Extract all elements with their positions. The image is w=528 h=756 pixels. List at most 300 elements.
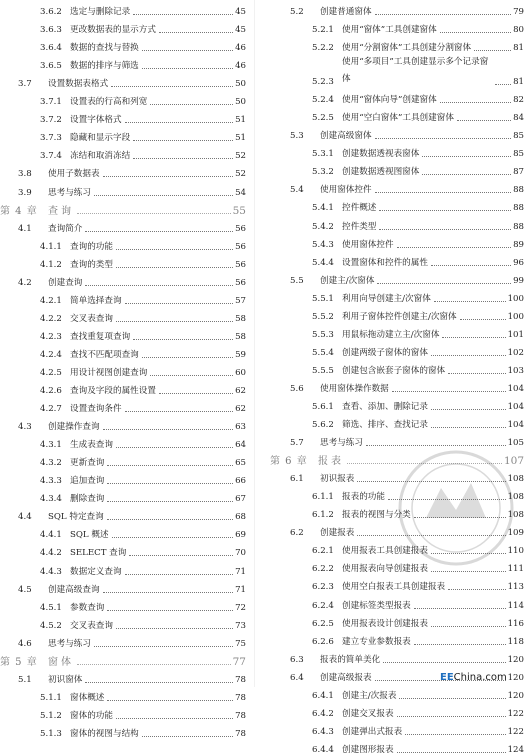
toc-number: 3.6.3 <box>40 25 62 36</box>
toc-title: 使用窗体操作数据 <box>320 383 389 394</box>
toc-number: 4.5 <box>18 584 32 595</box>
toc-leader-dots <box>431 426 506 428</box>
toc-title: 使用报表向导创建报表 <box>342 564 428 575</box>
toc-title: 建立专业参数报表 <box>342 636 411 647</box>
toc-number: 4.2.3 <box>40 331 62 342</box>
toc-number: 4.2.2 <box>40 313 62 324</box>
toc-page-number: 100 <box>507 311 524 322</box>
toc-title: 报表的功能 <box>342 492 385 503</box>
toc-number: 4.6 <box>18 638 32 649</box>
toc-number: 3.6.4 <box>40 43 62 54</box>
toc-leader-dots <box>397 246 511 248</box>
toc-page-number: 69 <box>235 530 246 541</box>
toc-entry-row <box>0 72 246 90</box>
toc-entry-row <box>264 178 524 196</box>
toc-leader-dots <box>125 410 233 412</box>
toc-leader-dots <box>77 212 231 214</box>
toc-title: 创建操作查询 <box>48 422 100 433</box>
toc-entry-row <box>264 196 524 214</box>
toc-entry-row <box>0 686 246 704</box>
toc-leader-dots <box>133 139 233 141</box>
toc-number: 4.5.2 <box>40 620 62 631</box>
toc-leader-dots <box>440 31 511 33</box>
toc-title: 使用报表工具创建报表 <box>342 546 428 557</box>
toc-entry-row <box>264 341 524 359</box>
toc-entry-row <box>264 54 524 88</box>
toc-leader-dots <box>150 374 233 376</box>
toc-leader-dots <box>94 194 233 196</box>
toc-entry-row <box>264 142 524 160</box>
toc-page-number: 72 <box>235 602 246 613</box>
toc-entry-row <box>0 0 246 18</box>
toc-page-number: 77 <box>232 655 246 668</box>
toc-chapter-row <box>0 199 246 217</box>
toc-number: 5.4 <box>290 185 304 196</box>
toc-leader-dots <box>107 609 233 611</box>
toc-leader-dots <box>129 554 233 556</box>
toc-title: 创建主/次报表 <box>342 690 397 701</box>
toc-entry-row <box>264 612 524 630</box>
toc-number: 3.7.2 <box>40 115 62 126</box>
toc-page-number: 120 <box>507 672 524 683</box>
toc-entry-row <box>0 415 246 433</box>
toc-entry-row <box>264 251 524 269</box>
toc-entry-row <box>0 325 246 343</box>
toc-title: 冻结和取消冻结 <box>70 151 131 162</box>
toc-leader-dots <box>116 627 233 629</box>
toc-leader-dots <box>397 751 506 753</box>
toc-leader-dots <box>116 717 233 719</box>
toc-page-number: 104 <box>507 401 524 412</box>
toc-leader-dots <box>434 300 506 302</box>
toc-entry-row <box>0 54 246 72</box>
toc-leader-dots <box>107 464 233 466</box>
toc-number: 6.1.2 <box>312 510 334 521</box>
watermark-brand-a: EE <box>440 672 454 683</box>
toc-entry-row <box>264 359 524 377</box>
toc-title: 查询的功能 <box>70 241 113 252</box>
toc-page-number: 100 <box>507 293 524 304</box>
toc-title: 查看、添加、删除记录 <box>342 401 428 412</box>
toc-leader-dots <box>133 338 233 340</box>
toc-page-number: 63 <box>235 422 246 433</box>
toc-number: 4.2.5 <box>40 367 62 378</box>
toc-page-number: 108 <box>507 510 524 521</box>
toc-number: 4.2.4 <box>40 349 62 360</box>
toc-leader-dots <box>85 681 233 683</box>
toc-entry-row <box>264 106 524 124</box>
toc-leader-dots <box>125 573 233 575</box>
toc-leader-dots <box>375 137 511 139</box>
toc-leader-dots <box>142 49 233 51</box>
toc-title: 使用报表设计创建报表 <box>342 618 428 629</box>
toc-number: 5.1 <box>18 674 32 685</box>
toc-number: 第 6 章 <box>270 456 308 468</box>
toc-title: 交叉表查询 <box>70 620 113 631</box>
toc-title: 使用空白报表工具创建报表 <box>342 582 446 593</box>
toc-page-number: 57 <box>235 295 246 306</box>
toc-entry-row <box>0 307 246 325</box>
toc-entry-row <box>0 397 246 415</box>
toc-title: 创建普通窗体 <box>320 7 372 18</box>
toc-entry-row <box>0 162 246 180</box>
toc-title: 更新查询 <box>70 458 105 469</box>
toc-page-number: 108 <box>507 474 524 485</box>
toc-number: 5.2.1 <box>312 25 334 36</box>
toc-number: 5.4.3 <box>312 239 334 250</box>
toc-number: 5.4.4 <box>312 257 334 268</box>
toc-page-number: 73 <box>235 620 246 631</box>
toc-page-number: 62 <box>235 404 246 415</box>
toc-entry-row <box>264 305 524 323</box>
toc-title: 初识报表 <box>320 474 355 485</box>
toc-title: 使用“空白窗体”工具创建窗体 <box>342 113 454 124</box>
toc-title: 设置查询条件 <box>70 404 122 415</box>
toc-leader-dots <box>107 518 233 520</box>
toc-title: 查询的类型 <box>70 259 113 270</box>
toc-leader-dots <box>125 302 233 304</box>
toc-entry-row <box>264 431 524 449</box>
toc-page-number: 58 <box>235 313 246 324</box>
toc-number: 4.1.2 <box>40 259 62 270</box>
toc-entry-row <box>0 271 246 289</box>
toc-page-number: 71 <box>235 566 246 577</box>
toc-page-number: 84 <box>513 113 524 124</box>
toc-number: 4.3.4 <box>40 494 62 505</box>
toc-number: 5.3.2 <box>312 167 334 178</box>
toc-leader-dots <box>460 318 506 320</box>
toc-title: 使用“窗体向导”创建窗体 <box>342 95 437 106</box>
toc-leader-dots <box>448 372 505 374</box>
toc-entry-row <box>0 433 246 451</box>
toc-leader-dots <box>474 49 511 51</box>
toc-number: 4.4.3 <box>40 566 62 577</box>
toc-page-number: 56 <box>235 259 246 270</box>
toc-page-number: 55 <box>232 204 246 217</box>
toc-page-number: 104 <box>507 383 524 394</box>
toc-page-number: 122 <box>507 708 524 719</box>
toc-title: 创建主/次窗体 <box>320 275 375 286</box>
toc-entry-row <box>0 343 246 361</box>
toc-page-number: 99 <box>513 275 524 286</box>
toc-page-number: 104 <box>507 420 524 431</box>
toc-title: 用设计视图创建查询 <box>70 367 148 378</box>
toc-title: 用鼠标拖动建立主/次窗体 <box>342 329 440 340</box>
toc-title: 使用“分割窗体”工具创建分割窗体 <box>342 43 472 54</box>
toc-entry-row <box>264 18 524 36</box>
toc-page-number: 103 <box>507 365 524 376</box>
toc-title: 控件类型 <box>342 221 377 232</box>
toc-entry-row <box>0 90 246 108</box>
toc-page-number: 64 <box>235 440 246 451</box>
toc-page-number: 51 <box>235 115 246 126</box>
toc-page-number: 111 <box>507 564 524 575</box>
toc-left-column <box>0 0 246 740</box>
toc-entry-row <box>0 289 246 307</box>
toc-leader-dots <box>375 191 511 193</box>
toc-page-number: 110 <box>507 546 524 557</box>
toc-page-number: 108 <box>507 492 524 503</box>
toc-leader-dots <box>142 356 233 358</box>
toc-leader-dots <box>377 282 511 284</box>
toc-page-number: 50 <box>235 97 246 108</box>
toc-leader-dots <box>116 248 233 250</box>
toc-leader-dots <box>125 121 233 123</box>
toc-page-number: 52 <box>235 169 246 180</box>
toc-number: 5.2.5 <box>312 113 334 124</box>
toc-entry-row <box>0 523 246 541</box>
toc-title: 报表的简单美化 <box>320 654 381 665</box>
toc-entry-row <box>0 126 246 144</box>
toc-leader-dots <box>77 663 231 665</box>
toc-number: 4.2 <box>18 277 32 288</box>
toc-entry-row <box>264 269 524 287</box>
toc-title: 窗体概述 <box>70 692 105 703</box>
toc-page-number: 45 <box>235 7 246 18</box>
toc-entry-row <box>264 413 524 431</box>
toc-title: 使用窗体控件 <box>320 185 372 196</box>
toc-entry-row <box>264 395 524 413</box>
watermark-text <box>440 672 507 683</box>
toc-leader-dots <box>116 266 233 268</box>
toc-page-number: 46 <box>235 43 246 54</box>
toc-number: 4.2.7 <box>40 404 62 415</box>
toc-entry-row <box>0 469 246 487</box>
toc-title: 思考与练习 <box>48 187 91 198</box>
toc-title: 创建两级子窗体的窗体 <box>342 347 428 358</box>
toc-number: 5.5.5 <box>312 365 334 376</box>
toc-entry-row <box>264 323 524 341</box>
toc-leader-dots <box>142 67 233 69</box>
toc-title: 窗体 <box>48 656 74 668</box>
toc-page-number: 68 <box>235 512 246 523</box>
toc-number: 5.5 <box>290 275 304 286</box>
toc-title: SQL 特定查询 <box>48 512 104 523</box>
toc-page-number: 105 <box>507 438 524 449</box>
toc-page-number: 59 <box>235 349 246 360</box>
toc-leader-dots <box>414 643 506 645</box>
toc-entry-row <box>264 593 524 611</box>
toc-number: 4.5.1 <box>40 602 62 613</box>
toc-number: 5.3.1 <box>312 149 334 160</box>
toc-title: 创建数据透视表窗体 <box>342 149 420 160</box>
toc-page-number: 67 <box>235 494 246 505</box>
toc-number: 5.5.2 <box>312 311 334 322</box>
toc-entry-row <box>264 575 524 593</box>
toc-leader-dots <box>142 735 233 737</box>
toc-number: 6.4 <box>290 672 304 683</box>
toc-leader-dots <box>116 446 233 448</box>
toc-leader-dots <box>442 336 505 338</box>
toc-entry-row <box>0 379 246 397</box>
toc-entry-row <box>0 614 246 632</box>
toc-leader-dots <box>392 390 506 392</box>
toc-page-number: 66 <box>235 476 246 487</box>
toc-number: 5.5.1 <box>312 293 334 304</box>
toc-page-number: 75 <box>235 638 246 649</box>
toc-number: 5.1.1 <box>40 692 62 703</box>
toc-page-number: 56 <box>235 241 246 252</box>
toc-title: 使用“窗体”工具创建窗体 <box>342 25 437 36</box>
toc-entry-row <box>0 722 246 740</box>
toc-number: 6.4.3 <box>312 726 334 737</box>
toc-leader-dots <box>107 500 233 502</box>
toc-leader-dots <box>107 699 233 701</box>
toc-title: 创建高级报表 <box>320 672 372 683</box>
toc-number: 5.2.2 <box>312 43 334 54</box>
toc-entry-row <box>264 124 524 142</box>
toc-number: 5.2.3 <box>312 77 334 88</box>
toc-entry-row <box>0 632 246 650</box>
toc-number: 4.1 <box>18 223 32 234</box>
toc-title: 创建弹出式报表 <box>342 726 403 737</box>
toc-entry-row <box>0 578 246 596</box>
toc-entry-row <box>0 505 246 523</box>
toc-number: 6.4.1 <box>312 690 334 701</box>
toc-leader-dots <box>495 83 511 85</box>
toc-entry-row <box>264 160 524 178</box>
toc-number: 4.3.1 <box>40 440 62 451</box>
toc-page-number: 113 <box>507 582 524 593</box>
toc-number: 3.7.4 <box>40 151 62 162</box>
toc-number: 6.2.4 <box>312 600 334 611</box>
toc-number: 3.8 <box>18 169 32 180</box>
toc-title: 查找不匹配项查询 <box>70 349 139 360</box>
toc-title: 控件概述 <box>342 203 377 214</box>
toc-leader-dots <box>159 392 233 394</box>
toc-number: 6.2.3 <box>312 582 334 593</box>
toc-title: 创建包含嵌套子窗体的窗体 <box>342 365 446 376</box>
toc-number: 3.6.2 <box>40 7 62 18</box>
toc-number: 5.1.3 <box>40 728 62 739</box>
toc-page-number: 56 <box>235 277 246 288</box>
toc-title: 初识窗体 <box>48 674 83 685</box>
toc-entry-row <box>0 36 246 54</box>
toc-leader-dots <box>422 155 511 157</box>
toc-entry-row <box>0 451 246 469</box>
toc-entry-row <box>264 233 524 251</box>
toc-number: 6.4.2 <box>312 708 334 719</box>
toc-leader-dots <box>107 482 233 484</box>
toc-page-number: 81 <box>513 43 524 54</box>
toc-number: 3.7.1 <box>40 97 62 108</box>
toc-page-number: 85 <box>513 149 524 160</box>
toc-title: 简单选择查询 <box>70 295 122 306</box>
toc-leader-dots <box>379 228 511 230</box>
toc-number: 6.2.1 <box>312 546 334 557</box>
toc-number: 6.2 <box>290 528 304 539</box>
toc-page-number: 116 <box>507 618 524 629</box>
toc-title: 查询 <box>48 205 74 217</box>
watermark-suffix: .com <box>482 672 507 683</box>
toc-number: 6.3 <box>290 654 304 665</box>
toc-title: 使用窗体控件 <box>342 239 394 250</box>
toc-entry-row <box>0 144 246 162</box>
toc-number: 3.7 <box>18 79 32 90</box>
toc-title: 追加查询 <box>70 476 105 487</box>
toc-page-number: 89 <box>513 239 524 250</box>
toc-title: 参数查询 <box>70 602 105 613</box>
toc-title: 查找重复项查询 <box>70 331 131 342</box>
toc-page-number: 88 <box>513 221 524 232</box>
toc-page-number: 56 <box>235 223 246 234</box>
toc-number: 4.4 <box>18 512 32 523</box>
toc-leader-dots <box>399 697 505 699</box>
toc-number: 6.1.1 <box>312 492 334 503</box>
toc-entry-row <box>0 361 246 379</box>
toc-title: 利用向导创建主/次窗体 <box>342 293 431 304</box>
toc-number: 6.2.2 <box>312 564 334 575</box>
toc-entry-row <box>264 720 524 738</box>
toc-leader-dots <box>383 661 505 663</box>
toc-leader-dots <box>366 444 506 446</box>
toc-page-number: 58 <box>235 331 246 342</box>
toc-leader-dots <box>431 264 511 266</box>
toc-number: 3.6.5 <box>40 61 62 72</box>
column-gutter <box>254 0 255 687</box>
toc-title: 创建高级查询 <box>48 584 100 595</box>
toc-page-number: 78 <box>235 728 246 739</box>
toc-leader-dots <box>112 536 234 538</box>
toc-title: 创建高级窗体 <box>320 131 372 142</box>
toc-page-number: 85 <box>513 131 524 142</box>
toc-number: 4.3 <box>18 422 32 433</box>
toc-leader-dots <box>103 428 233 430</box>
toc-entry-row <box>264 88 524 106</box>
toc-entry-row <box>264 287 524 305</box>
toc-title: 删除查询 <box>70 494 105 505</box>
toc-title: 报表 <box>318 456 344 468</box>
toc-entry-row <box>0 235 246 253</box>
toc-number: 第 5 章 <box>0 656 38 668</box>
toc-entry-row <box>264 648 524 666</box>
toc-number: 5.7 <box>290 438 304 449</box>
toc-title: 窗体的功能 <box>70 710 113 721</box>
toc-number: 3.9 <box>18 187 32 198</box>
toc-title: 创建报表 <box>320 528 355 539</box>
toc-number: 6.4.4 <box>312 744 334 755</box>
toc-number: 3.7.3 <box>40 133 62 144</box>
toc-page-number: 60 <box>235 367 246 378</box>
toc-title: 使用“多项目”工具创建显示多个记录窗体 <box>342 57 489 85</box>
toc-number: 5.2 <box>290 7 304 18</box>
toc-entry-row <box>0 596 246 614</box>
toc-title: 生成表查询 <box>70 440 113 451</box>
toc-number: 4.3.2 <box>40 458 62 469</box>
toc-title: 创建图形报表 <box>342 744 394 755</box>
toc-leader-dots <box>405 733 505 735</box>
toc-entry-row <box>264 36 524 54</box>
toc-page-number: 81 <box>513 77 524 88</box>
toc-title: 利用子窗体控件创建主/次窗体 <box>342 311 457 322</box>
toc-number: 4.4.2 <box>40 548 62 559</box>
toc-leader-dots <box>422 173 511 175</box>
toc-title: 创建数据透视图窗体 <box>342 167 420 178</box>
toc-title: 数据的排序与筛选 <box>70 61 139 72</box>
toc-entry-row <box>0 487 246 505</box>
toc-number: 5.5.4 <box>312 347 334 358</box>
toc-entry-row <box>0 668 246 686</box>
toc-page-number: 120 <box>507 690 524 701</box>
toc-title: 思考与练习 <box>320 438 363 449</box>
toc-title: 报表的视图与分类 <box>342 510 411 521</box>
toc-title: 查询简介 <box>48 223 83 234</box>
toc-number: 5.6 <box>290 383 304 394</box>
toc-page-number: 52 <box>235 151 246 162</box>
toc-number: 5.4.1 <box>312 203 334 214</box>
toc-entry-row <box>264 0 524 18</box>
toc-number: 6.2.6 <box>312 636 334 647</box>
